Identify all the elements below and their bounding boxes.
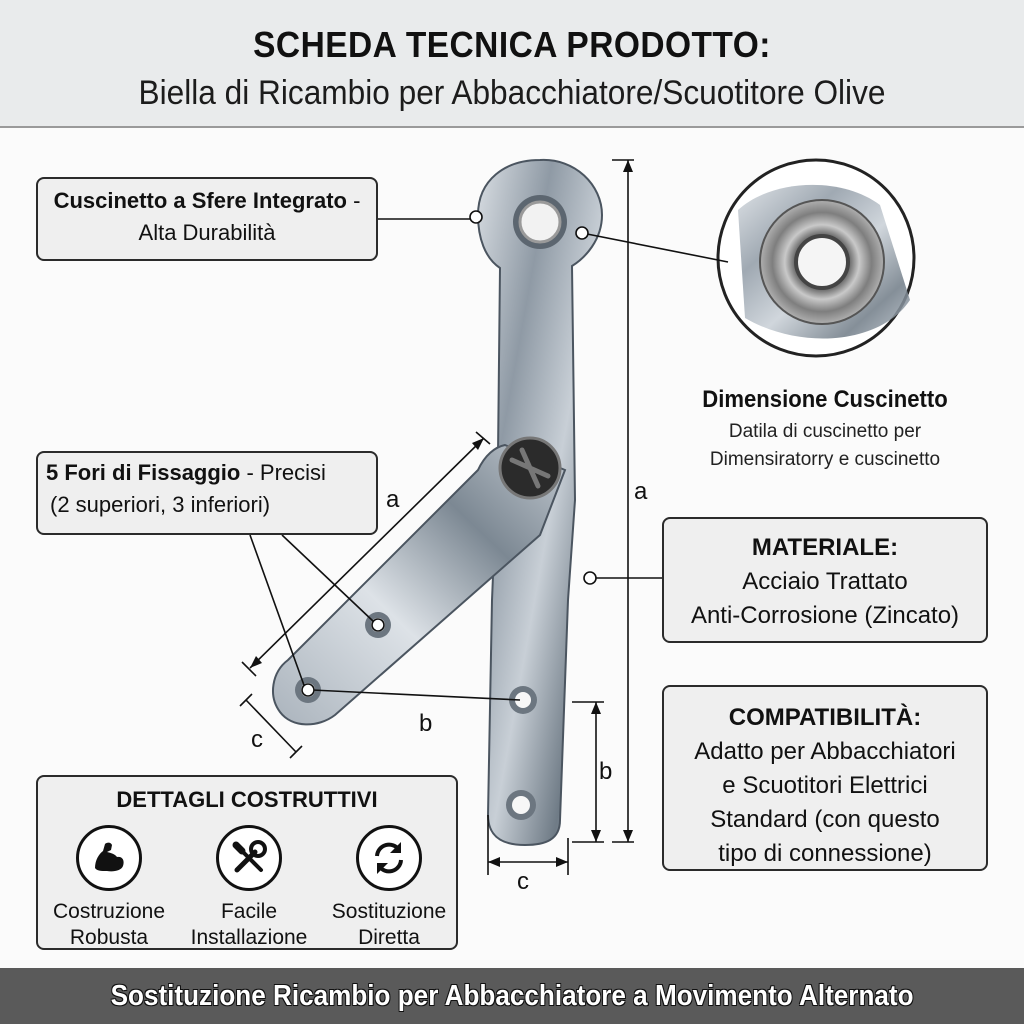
strong-arm-icon: [76, 825, 142, 891]
refresh-arrows-icon: [356, 825, 422, 891]
dimension-c-arm: c: [251, 726, 263, 753]
feature-robust-line1: Costruzione: [52, 900, 166, 923]
bearing-dimension-line1: Datila di cuscinetto per: [728, 421, 922, 442]
holes-callout-detail: (2 superiori, 3 inferiori): [50, 492, 271, 517]
footer-text: Sostituzione Ricambio per Abbacchiatore a Movimento Alternato: [110, 980, 914, 1012]
compatibility-callout: [662, 685, 988, 871]
page-subtitle: Biella di Ricambio per Abbacchiatore/Scuotitore Olive: [138, 74, 886, 112]
feature-easy-install: [184, 825, 314, 951]
material-callout: [662, 517, 988, 643]
dimension-b-right: b: [599, 758, 613, 785]
feature-direct-replacement: [324, 825, 454, 951]
bearing-callout-title: Cuscinetto a Sfere Integrato: [53, 188, 347, 213]
pivot-bolt-icon: [500, 438, 560, 498]
material-line2: Anti-Corrosione (Zincato): [690, 602, 960, 629]
compatibility-line3: Standard (con questo: [710, 806, 940, 833]
material-line1: Acciaio Trattato: [742, 568, 908, 595]
page-title: SCHEDA TECNICA PRODOTTO:: [253, 24, 771, 65]
rod-hole-lower-2: [512, 796, 530, 814]
dimension-a-arm: a: [386, 486, 400, 513]
wrench-screwdriver-icon: [216, 825, 282, 891]
feature-direct-replacement-line2: Diretta: [358, 926, 420, 949]
compatibility-line1: Adatto per Abbacchiatori: [694, 738, 956, 765]
bearing-zoom: [718, 160, 914, 356]
construction-details: [36, 775, 458, 950]
compatibility-line4: tipo di connessione): [718, 840, 932, 867]
holes-callout-text: - Precisi: [240, 460, 326, 485]
bearing-callout: [36, 177, 378, 261]
dimension-a-right: a: [634, 478, 648, 505]
dimension-c-bottom: c: [517, 868, 529, 895]
dimension-b-arm: b: [419, 710, 433, 737]
feature-robust: [44, 825, 174, 951]
holes-callout-title: 5 Fori di Fissaggio: [46, 460, 241, 485]
bearing-dimension-title: Dimensione Cuscinetto: [702, 386, 948, 413]
footer-banner: [0, 968, 1024, 1024]
feature-robust-line2: Robusta: [69, 926, 149, 949]
material-title: MATERIALE:: [751, 534, 899, 561]
feature-direct-replacement-line1: Sostituzione: [331, 900, 447, 923]
feature-easy-install-line1: Facile: [220, 900, 278, 923]
compatibility-line2: e Scuotitori Elettrici: [722, 772, 928, 799]
bearing-dimension-line2: Dimensiratorry e cuscinetto: [709, 449, 941, 470]
compatibility-title: COMPATIBILITÀ:: [728, 704, 922, 731]
details-title: DETTAGLI COSTRUTTIVI: [116, 787, 378, 812]
bearing-dimension-description: [680, 418, 970, 474]
bearing-callout-text: - Alta Durabilità: [138, 188, 361, 245]
holes-callout: [36, 451, 378, 535]
feature-easy-install-line2: Installazione: [190, 926, 308, 949]
